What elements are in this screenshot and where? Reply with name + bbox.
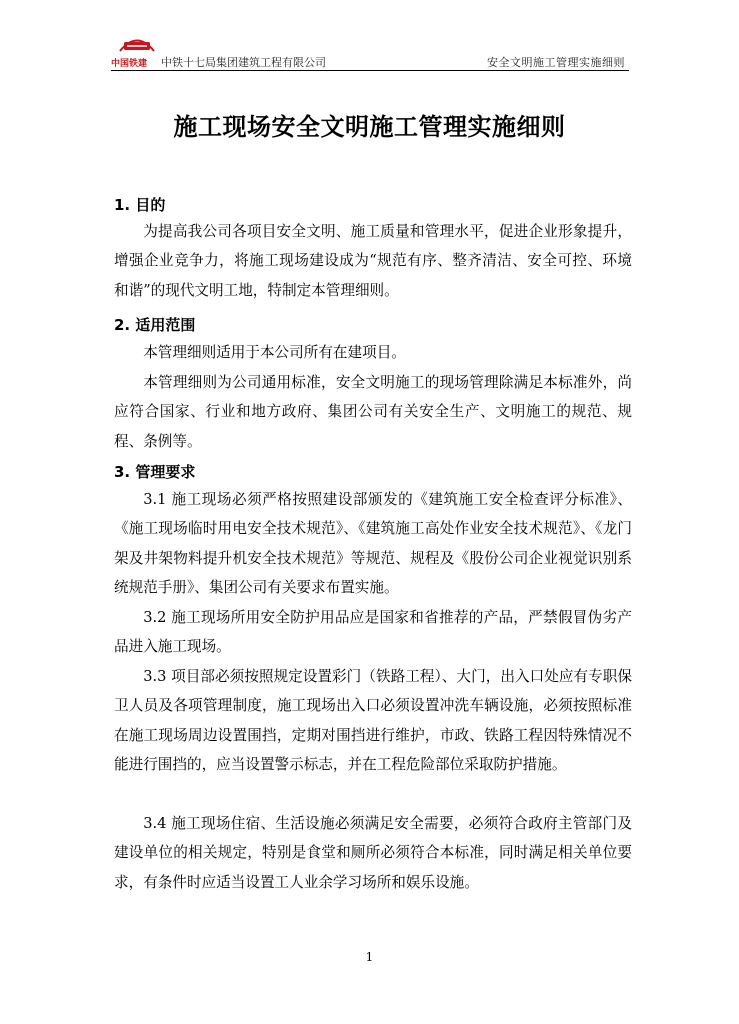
- paragraph: 3.2 施工现场所用安全防护用品应是国家和省推荐的产品，严禁假冒伪劣产品进入施工现场。: [114, 609, 632, 656]
- paragraph: 3.1 施工现场必须严格按照建设部颁发的《建筑施工安全检查评分标准》、《施工现场临时用电安全技术规范》、《建筑施工高处作业安全技术规范》、《龙门架及井架物料提升机安全技术规范》等规范、规程及《股份公司企业视觉识别系统规范手册》、集团公司有关要求布置实施。: [114, 491, 632, 597]
- page-header: [111, 30, 629, 71]
- crcc-logo-icon: [116, 34, 158, 54]
- paragraph: 3.3 项目部必须按照规定设置彩门（铁路工程）、大门，出入口处应有专职保卫人员及各项管理制度，施工现场出入口必须设置冲洗车辆设施，必须按照标准在施工现场周边设置围挡，定期对围挡进行维护，市政、铁路工程因特殊情况不能进行围挡的，应当设置警示标志，并在工程危险部位采取防护措施。: [114, 668, 632, 774]
- paragraph: 3.4 施工现场住宿、生活设施必须满足安全需要，必须符合政府主管部门及建设单位的相关规定，特别是食堂和厕所必须符合本标准，同时满足相关单位要求，有条件时应适当设置工人业余学习场所和娱乐设施。: [114, 815, 632, 891]
- paragraph: 本管理细则为公司通用标准，安全文明施工的现场管理除满足本标准外，尚应符合国家、行业和地方政府、集团公司有关安全生产、文明施工的规范、规程、条例等。: [114, 374, 632, 450]
- page-number: 1: [365, 950, 374, 964]
- header-doc-title: 安全文明施工管理实施细则: [487, 56, 625, 69]
- section-heading-requirements: 3. 管理要求: [114, 463, 196, 481]
- paragraph: 本管理细则适用于本公司所有在建项目。: [143, 344, 406, 361]
- document-title: 施工现场安全文明施工管理实施细则: [173, 113, 566, 141]
- paragraph: 为提高我公司各项目安全文明、施工质量和管理水平，促进企业形象提升，增强企业竞争力，将施工现场建设成为“规范有序、整齐清洁、安全可控、环境和谐”的现代文明工地，特制定本管理细则。: [114, 223, 632, 299]
- company-logo: [111, 34, 167, 68]
- logo-text: 中国铁建: [111, 59, 148, 69]
- section-heading-purpose: 1. 目的: [114, 196, 166, 214]
- company-name: 中铁十七局集团建筑工程有限公司: [161, 56, 326, 69]
- section-heading-scope: 2. 适用范围: [114, 316, 196, 334]
